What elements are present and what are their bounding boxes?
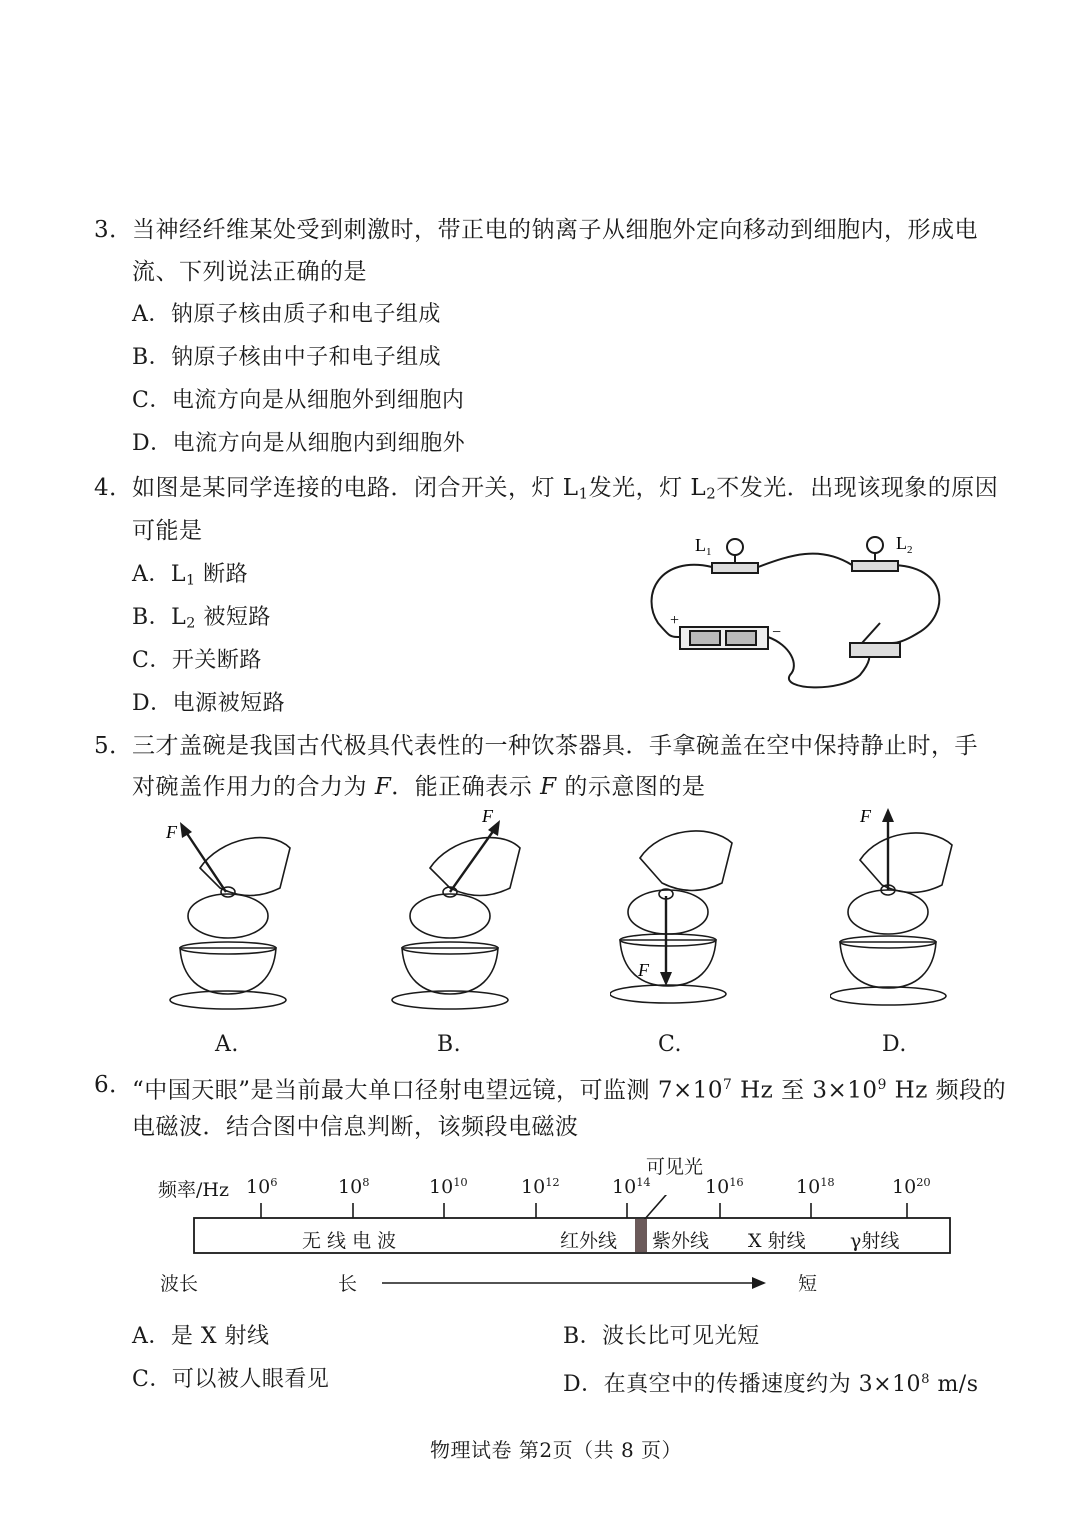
bowl-b	[402, 948, 498, 994]
q3-option-b[interactable]: B．钠原子核由中子和电子组成	[132, 345, 442, 370]
q3-number: 3．	[94, 217, 133, 243]
spectrum-tick-1e16: $10^{16}$	[705, 1175, 744, 1198]
spectrum-tick-1e8: $10^8$	[338, 1175, 370, 1198]
q4-option-c[interactable]: C．开关断路	[132, 648, 262, 673]
spectrum-tick-1e14: $10^{14}$	[612, 1175, 651, 1198]
q4-number: 4．	[94, 475, 133, 501]
force-label-d: F	[860, 806, 871, 826]
q3-stem-line2: 流、下列说法正确的是	[132, 259, 367, 285]
force-arrowhead-a	[180, 822, 192, 838]
bowl-a	[180, 948, 276, 994]
q5-number: 5．	[94, 733, 133, 759]
cup-figure-a-svg	[160, 808, 300, 1018]
cup-figure-a-letter: A.	[215, 1032, 239, 1057]
cup-figure-c-letter: C.	[658, 1032, 683, 1057]
q6-stem-line1: “中国天眼”是当前最大单口径射电望远镜，可监测 $7\times 10^7$ Hz 至 $3\times 10^9$ Hz 频段的	[132, 1077, 1007, 1104]
lid-d	[848, 890, 928, 934]
cup-figure-c[interactable]	[610, 808, 750, 1018]
wavelength-label: 波长	[160, 1273, 199, 1295]
lid-a	[188, 894, 268, 938]
q4-stem-line2: 可能是	[132, 518, 203, 544]
lamp1-label: $L_1$	[695, 535, 712, 558]
hand-d	[860, 833, 952, 893]
q5-stem-line1: 三才盖碗是我国古代极具代表性的一种饮茶器具．手拿碗盖在空中保持静止时，手	[132, 733, 978, 759]
cup-figure-c-svg	[610, 808, 750, 1018]
page-footer: 物理试卷 第2页（共 8 页）	[430, 1438, 683, 1462]
battery-cell-1	[690, 631, 720, 645]
lid-b	[410, 894, 490, 938]
q6-option-a[interactable]: A．是 X 射线	[132, 1324, 270, 1349]
cup-figure-b-svg	[390, 808, 530, 1018]
q6-option-c[interactable]: C．可以被人眼看见	[132, 1367, 330, 1392]
band-ultraviolet: 紫外线	[652, 1230, 710, 1252]
bowl-d	[840, 942, 936, 988]
switch-lever	[862, 623, 880, 643]
spectrum-tick-1e20: $10^{20}$	[892, 1175, 931, 1198]
switch-base	[850, 643, 900, 657]
q3-option-c[interactable]: C．电流方向是从细胞外到细胞内	[132, 388, 465, 413]
wavelength-arrowhead	[752, 1277, 766, 1289]
visible-light-band	[635, 1219, 647, 1252]
q4-stem-line1: 如图是某同学连接的电路．闭合开关，灯 $L_1$发光，灯 $L_2$不发光．出现该现象的原因	[132, 475, 999, 503]
lamp2-label: $L_2$	[896, 533, 913, 556]
spectrum-tick-1e6: $10^6$	[246, 1175, 278, 1198]
battery-minus-label: −	[772, 624, 782, 641]
battery-cell-2	[726, 631, 756, 645]
q6-stem-line2: 电磁波．结合图中信息判断，该频段电磁波	[132, 1114, 579, 1140]
cup-figure-b[interactable]	[390, 808, 530, 1018]
cup-figure-b-letter: B.	[437, 1032, 462, 1057]
wire-top	[758, 554, 852, 567]
saucer-c	[610, 985, 726, 1003]
spectrum-tick-1e10: $10^{10}$	[429, 1175, 468, 1198]
q5-stem-line2: 对碗盖作用力的合力为 F．能正确表示 F 的示意图的是	[132, 774, 706, 800]
q6-option-b[interactable]: B．波长比可见光短	[563, 1324, 760, 1349]
q6-number: 6．	[94, 1072, 133, 1098]
force-label-c: F	[638, 960, 649, 980]
q4-option-a[interactable]: A．$L_1$ 断路	[132, 562, 249, 589]
spectrum-visible-label: 可见光	[646, 1156, 704, 1178]
q3-option-d[interactable]: D．电流方向是从细胞内到细胞外	[132, 431, 466, 456]
band-gamma: γ射线	[850, 1230, 900, 1252]
band-xray: X 射线	[748, 1230, 806, 1252]
force-label-b: F	[482, 808, 493, 826]
cup-figure-a[interactable]	[160, 808, 300, 1018]
hand-b	[430, 838, 520, 896]
battery-plus-label: +	[670, 612, 680, 629]
spectrum-freq-label: 频率/Hz	[158, 1179, 229, 1201]
q4-option-d[interactable]: D．电源被短路	[132, 691, 286, 716]
band-infrared: 红外线	[560, 1230, 618, 1252]
cup-figure-d-svg	[830, 800, 970, 1015]
q6-option-d[interactable]: D．在真空中的传播速度约为 $3\times 10^8$ m/s	[563, 1371, 979, 1397]
force-label-a: F	[166, 822, 177, 842]
circuit-svg	[640, 525, 950, 695]
force-arrow-a	[186, 832, 226, 892]
band-radio: 无 线 电 波	[302, 1230, 397, 1252]
force-arrowhead-c	[660, 972, 672, 986]
lamp2-bulb	[867, 537, 883, 553]
spectrum-tick-1e18: $10^{18}$	[796, 1175, 835, 1198]
circuit-diagram	[640, 525, 950, 695]
lid-c	[628, 890, 708, 934]
spectrum-tick-1e12: $10^{12}$	[521, 1175, 560, 1198]
wavelength-long: 长	[338, 1273, 358, 1295]
q4-option-b[interactable]: B．$L_2$ 被短路	[132, 605, 271, 632]
lamp2-base	[852, 561, 898, 571]
wire-right	[890, 565, 939, 643]
cup-figure-d-letter: D.	[882, 1032, 907, 1057]
wavelength-short: 短	[798, 1273, 818, 1295]
q3-stem-line1: 当神经纤维某处受到刺激时，带正电的钠离子从细胞外定向移动到细胞内，形成电	[132, 217, 978, 243]
cup-figure-d[interactable]	[830, 800, 970, 1015]
lamp1-bulb	[727, 539, 743, 555]
force-arrowhead-d	[882, 808, 894, 822]
hand-a	[200, 838, 290, 896]
hand-c	[640, 831, 732, 891]
visible-pointer-line	[644, 1195, 680, 1220]
saucer-d	[830, 987, 946, 1005]
q3-option-a[interactable]: A．钠原子核由质子和电子组成	[132, 302, 441, 327]
lamp1-base	[712, 563, 758, 573]
